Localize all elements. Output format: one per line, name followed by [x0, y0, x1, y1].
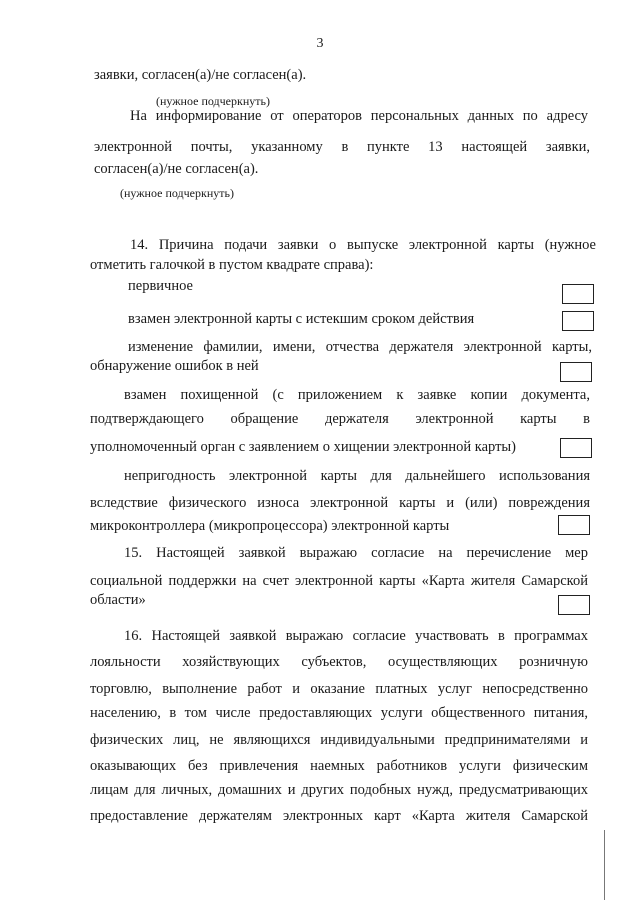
- option-label-unfit-cont: вследствие физического износа электронной карты и (или) повреждения: [90, 495, 590, 511]
- text-line: населению, в том числе предоставляющих услуги общественного питания,: [90, 705, 588, 721]
- checkbox-primary[interactable]: [562, 284, 594, 304]
- text-line: физических лиц, не являющихся индивидуальными предпринимателями и: [90, 732, 588, 748]
- text-line: торговлю, выполнение работ и оказание платных услуг непосредственно: [90, 681, 588, 697]
- text-line: согласен(а)/не согласен(а).: [94, 161, 259, 177]
- checkbox-name-change[interactable]: [560, 362, 592, 382]
- option-label-unfit: непригодность электронной карты для дальнейшего использования: [124, 468, 590, 484]
- option-label-stolen-cont: подтверждающего обращение держателя электронной карты в: [90, 411, 590, 427]
- text-line: заявки, согласен(а)/не согласен(а).: [94, 67, 307, 83]
- text-line: На информирование от операторов персональных данных по адресу: [130, 108, 588, 124]
- text-line: предоставление держателям электронных карт «Карта жителя Самарской: [90, 808, 588, 824]
- checkbox-stolen[interactable]: [560, 438, 592, 458]
- text-line: лояльности хозяйствующих субъектов, осуществляющих розничную: [90, 654, 588, 670]
- option-label-unfit-cont: микроконтроллера (микропроцессора) электронной карты: [90, 518, 450, 534]
- text-line: области»: [90, 592, 146, 608]
- option-label-stolen: взамен похищенной (с приложением к заявке копии документа,: [124, 387, 590, 403]
- hint-underline-needed: (нужное подчеркнуть): [120, 186, 234, 200]
- option-label-expired: взамен электронной карты с истекшим сроком действия: [128, 311, 475, 327]
- text-line: электронной почты, указанному в пункте 13 настоящей заявки,: [94, 139, 590, 155]
- section-15-heading: 15. Настоящей заявкой выражаю согласие на перечисление мер: [124, 545, 588, 561]
- checkbox-expired[interactable]: [562, 311, 594, 331]
- text-line: социальной поддержки на счет электронной карты «Карта жителя Самарской: [90, 573, 588, 589]
- text-line: отметить галочкой в пустом квадрате справа):: [90, 257, 374, 273]
- section-14-heading: 14. Причина подачи заявки о выпуске электронной карты (нужное: [130, 237, 596, 253]
- scan-edge-mark: [604, 830, 605, 900]
- page-number: 3: [316, 36, 324, 51]
- option-label-name-change-cont: обнаружение ошибок в ней: [90, 358, 259, 374]
- checkbox-social-support[interactable]: [558, 595, 590, 615]
- option-label-primary: первичное: [128, 278, 193, 294]
- hint-underline-needed: (нужное подчеркнуть): [156, 94, 270, 108]
- option-label-stolen-cont: уполномоченный орган с заявлением о хищении электронной карты): [90, 439, 516, 455]
- checkbox-unfit[interactable]: [558, 515, 590, 535]
- text-line: оказывающих без привлечения наемных работников услуги физическим: [90, 758, 588, 774]
- option-label-name-change: изменение фамилии, имени, отчества держателя электронной карты,: [128, 339, 592, 355]
- text-line: лицам для личных, домашних и других подобных нужд, предусматривающих: [90, 782, 588, 798]
- section-16-heading: 16. Настоящей заявкой выражаю согласие участвовать в программах: [124, 628, 588, 644]
